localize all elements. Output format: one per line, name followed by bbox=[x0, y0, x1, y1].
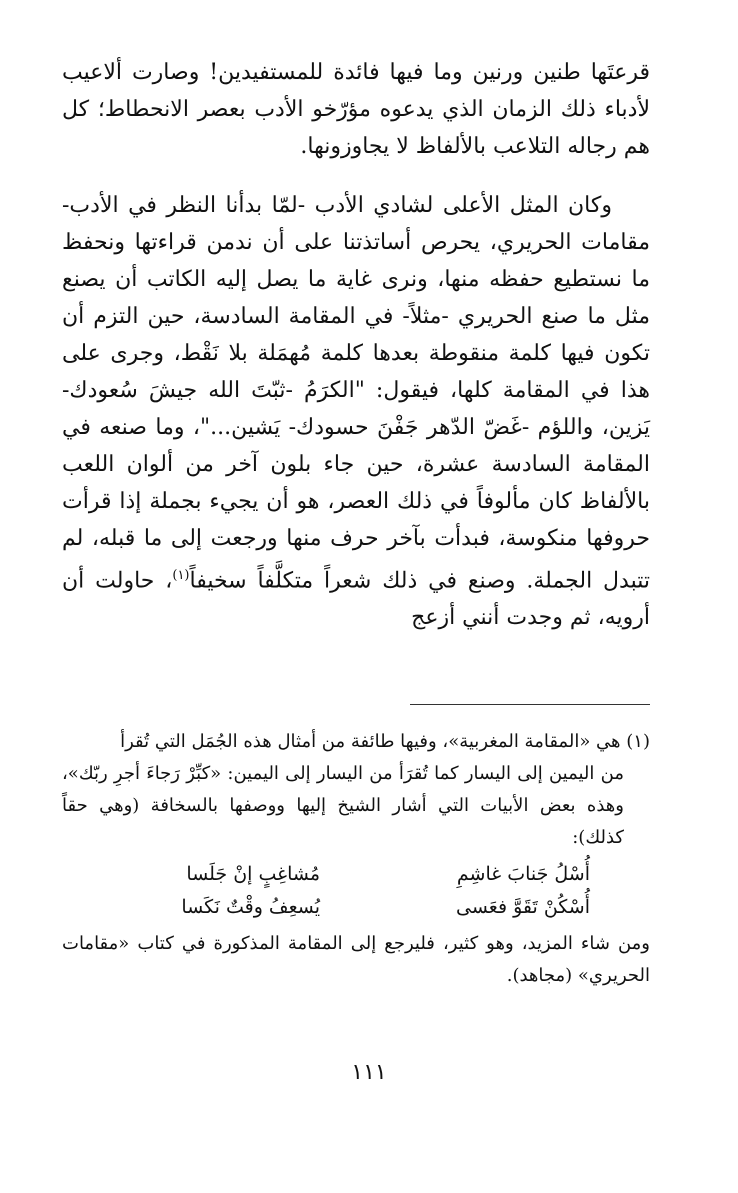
poem-verse-1 bbox=[62, 858, 650, 891]
footnote-intro: (١) هي «المقامة المغربية»، وفيها طائفة من أمثال هذه الجُمَل التي تُقرأ bbox=[120, 731, 650, 752]
footnote-poem bbox=[62, 858, 650, 924]
body-paragraph-2-text: وكان المثل الأعلى لشادي الأدب -لمّا بدأنا النظر في الأدب- مقامات الحريري، يحرص أساتذتنا على أن ندمن قراءتها ونحفظ ما نستطيع حفظه منها، ونرى غاية ما يصل إليه الكاتب أن يصنع مثل ما صنع الحريري -مثلاً- في المقامة السادسة، حين التزم أن تكون فيها كلمة منقوطة بعدها كلمة مُهمَلة بلا نَقْط، وجرى على هذا في المقامة كلها، فيقول: "الكرَمُ -ثبّتَ الله جيشَ سُعودك- يَزين، واللؤم -غَضّ الدّهر جَفْنَ حسودك- يَشين..."، وما صنعه في المقامة السادسة عشرة، حين جاء بلون آخر من ألوان اللعب بالألفاظ كان مألوفاً في ذلك العصر، هو أن يجيء بجملة إذا قرأت حروفها منكوسة، فبدأت بآخر حرف منها ورجعت إلى ما قبله، لم تتبدل الجملة. وصنع في ذلك شعراً متكلَّفاً سخيفاً bbox=[62, 193, 650, 594]
footnote-divider bbox=[410, 704, 650, 705]
body-paragraph-2-tail: ، حاولت أن أرويه، ثم وجدت أنني أزعج bbox=[62, 568, 650, 631]
footnote-reference: (١) bbox=[172, 568, 190, 583]
verse-2-second-hemistich: يُسعِفُ وقْتٌ نَكَسا bbox=[181, 896, 320, 918]
body-paragraph-2 bbox=[62, 187, 650, 636]
body-paragraph-1: قرعتَها طنين ورنين وما فيها فائدة للمستفيدين! وصارت ألاعيب لأدباء ذلك الزمان الذي يدعوه مؤرّخو الأدب بعصر الانحطاط؛ كل هم رجاله التلاعب بالألفاظ لا يجاوزونها. bbox=[62, 60, 650, 159]
page-content bbox=[62, 54, 650, 1193]
footnote-continuation: من اليمين إلى اليسار كما تُقرَأ من اليسار إلى اليمين: «كبِّرْ رَجاءَ أجرِ ربّك»، وهذه بعض الأبيات التي أشار الشيخ إليها ووصفها بالسخافة (وهي حقاً كذلك): bbox=[62, 763, 624, 848]
verse-1-second-hemistich: مُشاغِبٍ إنْ جَلَسا bbox=[186, 863, 320, 885]
verse-2-first-hemistich: أُسْكُنْ تَقَوَّ فعَسى bbox=[456, 896, 590, 918]
footnote bbox=[62, 726, 650, 992]
page-number: ١١١ bbox=[351, 1060, 387, 1085]
verse-1-first-hemistich: أُسْلُ جَنابَ غاشِمِ bbox=[456, 863, 590, 885]
footnote-closing: ومن شاء المزيد، وهو كثير، فليرجع إلى المقامة المذكورة في كتاب «مقامات الحريري» (مجاهد). bbox=[62, 933, 650, 986]
poem-verse-2 bbox=[62, 891, 650, 924]
